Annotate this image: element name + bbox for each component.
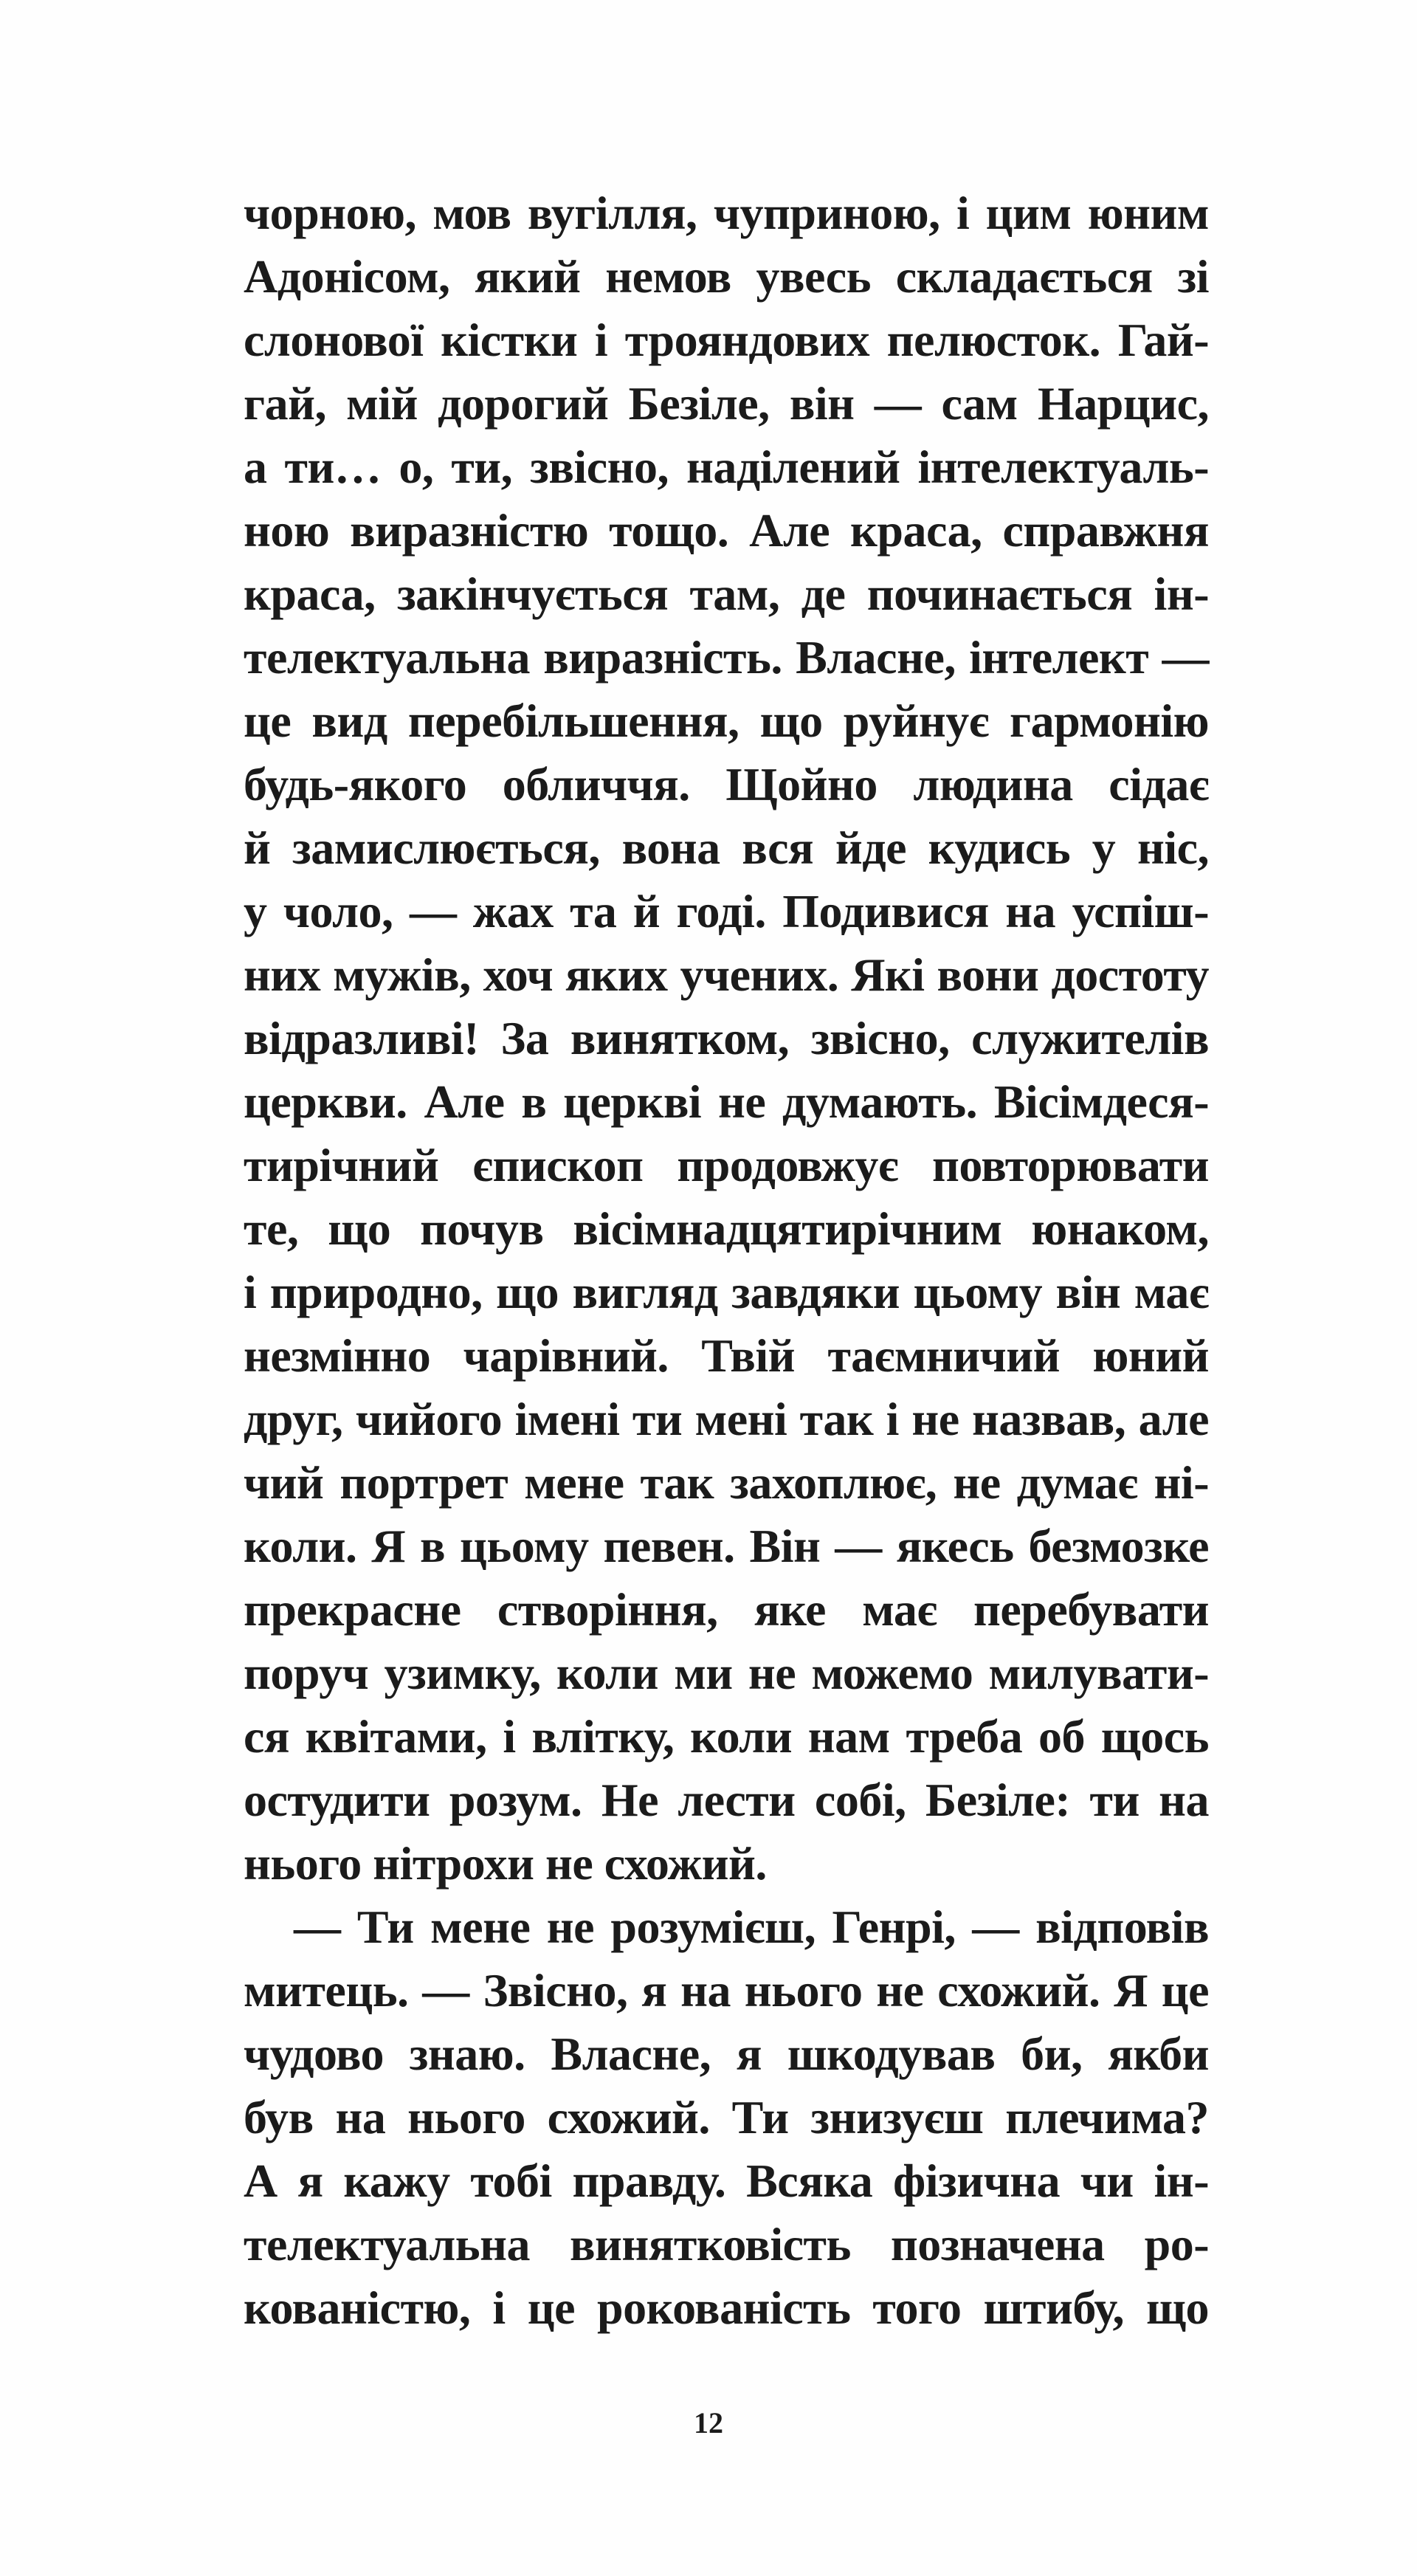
text-line: чорною, мов вугілля, чуприною, і цим юним (244, 187, 1209, 239)
text-line: нього нітрохи не схожий. (244, 1837, 767, 1890)
text-line: Адонісом, який немов увесь складається зі (244, 250, 1209, 303)
text-line: коли. Я в цьому певен. Він — якесь безмозке (244, 1520, 1209, 1572)
text-line: прекрасне створіння, яке має перебувати (244, 1583, 1209, 1636)
text-line: це вид перебільшення, що руйнує гармонію (244, 695, 1209, 747)
text-line: а ти… о, ти, звісно, наділений інтелектуаль- (244, 441, 1209, 493)
text-line: і природно, що вигляд завдяки цьому він має (244, 1266, 1209, 1318)
page-number: 12 (694, 2406, 723, 2439)
text-line: чий портрет мене так захоплює, не думає ні- (244, 1456, 1209, 1509)
text-line: те, що почув вісімнадцятирічним юнаком, (244, 1202, 1209, 1255)
paragraph-1 (244, 182, 1209, 1895)
text-line: відразливі! За винятком, звісно, служителів (244, 1012, 1209, 1064)
text-line: незмінно чарівний. Твій таємничий юний (244, 1329, 1209, 1382)
text-line: — Ти мене не розумієш, Генрі, — відповів (294, 1901, 1209, 1953)
text-line: телектуальна винятковість позначена ро- (244, 2218, 1209, 2270)
text-line: А я кажу тобі правду. Всяка фізична чи ін- (244, 2155, 1209, 2207)
text-line: слонової кістки і трояндових пелюсток. Гай- (244, 314, 1209, 366)
text-line: краса, закінчується там, де починається ін- (244, 568, 1209, 620)
text-line: тирічний єпископ продовжує повторювати (244, 1139, 1209, 1191)
text-line: ся квітами, і влітку, коли нам треба об щось (244, 1710, 1209, 1763)
text-line: остудити розум. Не лести собі, Безіле: ти на (244, 1774, 1209, 1826)
text-line: поруч узимку, коли ми не можемо милувати- (244, 1647, 1209, 1699)
text-line: телектуальна виразність. Власне, інтелект — (244, 631, 1209, 683)
text-line: ною виразністю тощо. Але краса, справжня (244, 504, 1209, 557)
text-line: гай, мій дорогий Безіле, він — сам Нарцис, (244, 377, 1209, 430)
paragraph-2-dialogue (244, 1895, 1209, 2340)
text-line: й замислюється, вона вся йде кудись у ніс, (244, 822, 1209, 874)
text-line: церкви. Але в церкві не думають. Вісімдеся- (244, 1075, 1209, 1128)
text-line: них мужів, хоч яких учених. Які вони достоту (244, 948, 1209, 1001)
text-line: будь-якого обличчя. Щойно людина сідає (244, 758, 1209, 810)
text-line: кованістю, і це рокованість того штибу, що (244, 2281, 1209, 2334)
text-line: чудово знаю. Власне, я шкодував би, якби (244, 2028, 1209, 2080)
text-line: митець. — Звісно, я на нього не схожий. Я це (244, 1964, 1209, 2017)
text-line: друг, чийого імені ти мені так і не назвав, але (244, 1393, 1209, 1445)
body-text (244, 182, 1209, 2340)
text-line: у чоло, — жах та й годі. Подивися на успіш- (244, 885, 1209, 937)
text-line: був на нього схожий. Ти знизуєш плечима? (244, 2091, 1209, 2143)
